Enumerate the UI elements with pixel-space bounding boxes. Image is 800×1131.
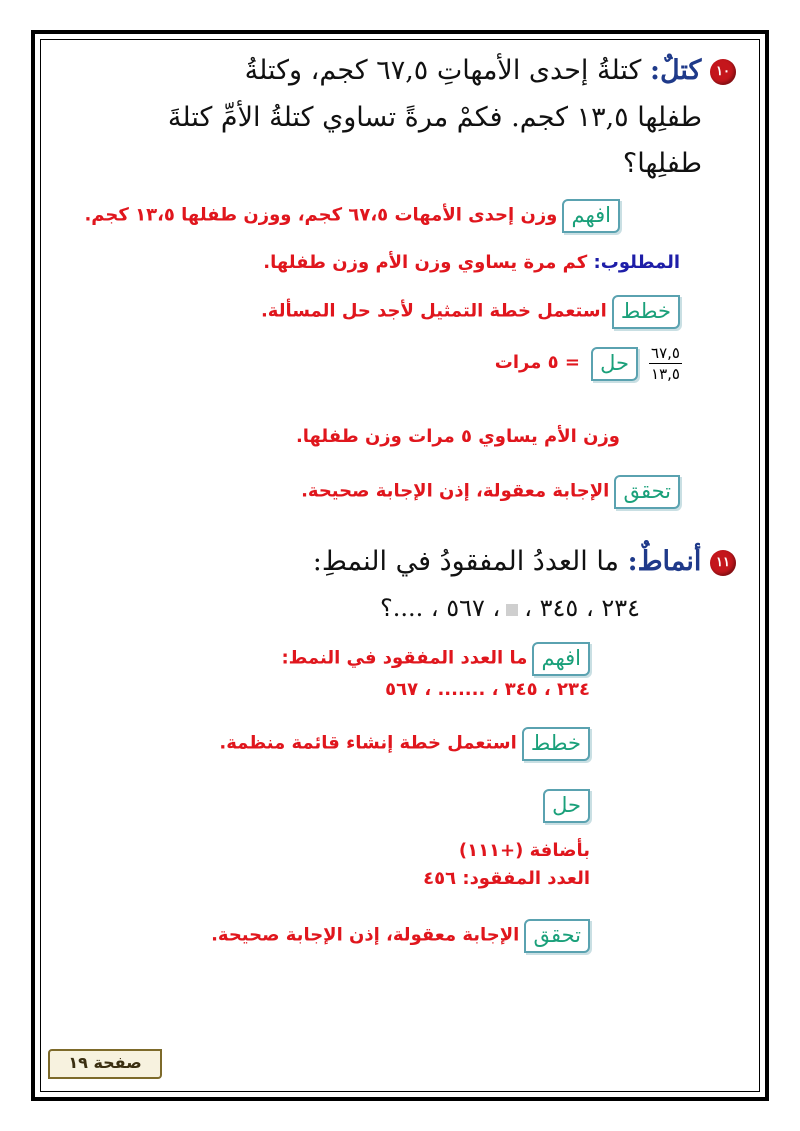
q11-solve-tag: حل [543,789,590,823]
q11-understand-seq: ٢٣٤ ، ٣٤٥ ، ....... ، ٥٦٧ [385,679,590,700]
q11-solve-line2: العدد المفقود: ٤٥٦ [423,868,590,889]
q11-heading: أنماطٌ: [627,546,702,577]
q10-solve-text: وزن الأم يساوي ٥ مرات وزن طفلها. [295,426,620,447]
page-number-tag: صفحة ١٩ [48,1049,162,1079]
q10-solve-result: = ٥ مرات [494,352,580,373]
q11-check-row [211,919,590,953]
q10-solve-tag: حل [591,347,638,381]
worksheet-page [40,39,760,1092]
q10-plan-row [261,295,680,329]
q10-heading: كتلٌ: [649,55,702,86]
q11-check-tag: تحقق [524,919,590,953]
q11-understand-row [281,642,590,676]
q11-understand-tag: افهم [532,642,590,676]
q11-seq-part2: ، ٥٦٧ ، ....؟ [379,594,501,622]
q10-understand-text: وزن إحدى الأمهات ٦٧،٥ كجم، ووزن طفلها ١٣،٥ كجم. [84,204,558,226]
q10-solve-row [495,344,682,383]
q11-seq-part1: ٢٣٤ ، ٣٤٥ ، [524,594,640,622]
q10-text-line1: كتلةُ إحدى الأمهاتِ ٦٧,٥ كجم، وكتلةُ [244,55,650,86]
q10-plan-text: استعمل خطة التمثيل لأجد حل المسألة. [260,300,607,322]
q10-text-line3: طفلِها؟ [622,148,702,179]
q10-understand-tag: افهم [562,199,620,233]
q11-understand-text: ما العدد المفقود في النمط: [281,647,528,669]
fraction-denominator: ١٣,٥ [651,365,680,383]
q10-check-row [301,475,680,509]
fraction-numerator: ٦٧,٥ [651,344,680,362]
q11-sequence [380,594,640,622]
q11-line1 [313,540,736,584]
q11-number-badge: ١١ [710,550,736,576]
q10-fraction [649,344,682,383]
q11-text-line1: ما العددُ المفقودُ في النمطِ: [312,546,628,577]
q10-line1 [245,49,736,93]
q11-plan-tag: خطط [522,727,590,761]
q11-solve-tag-row [543,789,590,823]
q10-required-text: كم مرة يساوي وزن الأم وزن طفلها. [263,252,594,273]
q10-understand-row [84,199,620,233]
q11-check-text: الإجابة معقولة، إذن الإجابة صحيحة. [211,924,520,946]
q11-plan-text: استعمل خطة إنشاء قائمة منظمة. [219,732,517,754]
q10-number-badge: ١٠ [710,59,736,85]
q10-required-row [263,252,680,273]
q11-plan-row [219,727,590,761]
q10-plan-tag: خطط [612,295,680,329]
missing-value-box [506,604,518,616]
q11-solve-line1: بأضافة (+١١١) [458,840,590,861]
q10-check-text: الإجابة معقولة، إذن الإجابة صحيحة. [301,480,610,502]
q10-required-label: المطلوب: [593,252,680,273]
q10-check-tag: تحقق [614,475,680,509]
q10-text-line2: طفلِها ١٣,٥ كجم. فكمْ مرةً تساوي كتلةُ الأمِّ كتلةَ [167,102,702,133]
